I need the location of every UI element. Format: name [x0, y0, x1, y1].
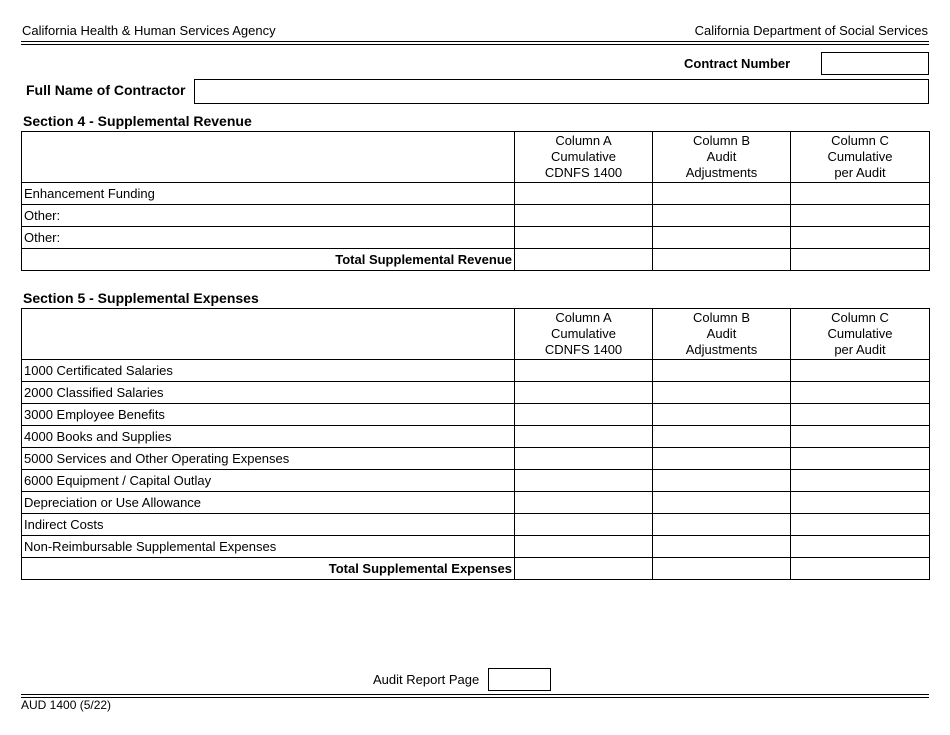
column-a-cell[interactable]	[515, 426, 653, 448]
column-b-cell[interactable]	[653, 404, 791, 426]
row-label: 3000 Employee Benefits	[22, 404, 515, 426]
table-row	[22, 514, 930, 536]
column-b-cell[interactable]	[653, 360, 791, 382]
total-supplemental-expenses-label: Total Supplemental Expenses	[22, 558, 515, 580]
column-b-title: Column B	[692, 133, 751, 148]
row-label: 6000 Equipment / Capital Outlay	[22, 470, 515, 492]
table-row	[22, 205, 930, 227]
total-supplemental-revenue-label: Total Supplemental Revenue	[22, 249, 515, 271]
column-b-cell[interactable]	[653, 470, 791, 492]
column-c-cell[interactable]	[791, 470, 930, 492]
row-label-header	[22, 132, 515, 183]
footer-divider	[21, 697, 929, 698]
column-a-subtitle: Cumulative	[550, 326, 617, 341]
column-b-cell[interactable]	[653, 514, 791, 536]
column-b-header	[653, 309, 791, 360]
table-row	[22, 183, 930, 205]
column-a-cell[interactable]	[515, 360, 653, 382]
column-c-cell[interactable]	[791, 448, 930, 470]
column-a-header	[515, 309, 653, 360]
audit-report-page-field[interactable]	[488, 668, 551, 691]
table-row	[22, 382, 930, 404]
contractor-name-field[interactable]	[194, 79, 929, 104]
table-row	[22, 227, 930, 249]
table-row	[22, 470, 930, 492]
column-b-cell[interactable]	[653, 205, 791, 227]
contractor-name-label: Full Name of Contractor	[26, 82, 186, 98]
department-name: California Department of Social Services	[694, 23, 928, 38]
section4-table	[21, 131, 930, 271]
column-a-source: CDNFS 1400	[544, 342, 623, 357]
column-a-cell[interactable]	[515, 492, 653, 514]
column-a-title: Column A	[555, 133, 612, 148]
column-c-source: per Audit	[834, 165, 886, 180]
row-label: 2000 Classified Salaries	[22, 382, 515, 404]
contract-number-label: Contract Number	[684, 56, 791, 71]
table-row	[22, 492, 930, 514]
column-c-cell[interactable]	[791, 183, 930, 205]
table-header-row	[22, 132, 930, 183]
column-a-cell[interactable]	[515, 382, 653, 404]
column-b-subtitle: Audit	[706, 149, 737, 164]
column-c-cell[interactable]	[791, 227, 930, 249]
column-a-cell[interactable]	[515, 448, 653, 470]
column-a-cell[interactable]	[515, 183, 653, 205]
column-b-cell[interactable]	[653, 227, 791, 249]
column-c-total-cell[interactable]	[791, 558, 930, 580]
column-a-source: CDNFS 1400	[544, 165, 623, 180]
row-label: Indirect Costs	[22, 514, 515, 536]
row-label: Depreciation or Use Allowance	[22, 492, 515, 514]
row-label: 5000 Services and Other Operating Expenses	[22, 448, 515, 470]
row-label: 4000 Books and Supplies	[22, 426, 515, 448]
row-label: Other:	[22, 205, 515, 227]
table-row	[22, 360, 930, 382]
column-c-cell[interactable]	[791, 382, 930, 404]
table-row	[22, 404, 930, 426]
agency-name: California Health & Human Services Agency	[22, 23, 276, 38]
column-a-header	[515, 132, 653, 183]
column-a-total-cell[interactable]	[515, 558, 653, 580]
column-a-cell[interactable]	[515, 205, 653, 227]
contract-number-field[interactable]	[821, 52, 929, 75]
column-c-cell[interactable]	[791, 404, 930, 426]
row-label: Other:	[22, 227, 515, 249]
section4-title: Section 4 - Supplemental Revenue	[23, 113, 252, 129]
column-a-cell[interactable]	[515, 404, 653, 426]
column-b-cell[interactable]	[653, 492, 791, 514]
column-c-cell[interactable]	[791, 492, 930, 514]
table-header-row	[22, 309, 930, 360]
column-a-cell[interactable]	[515, 536, 653, 558]
column-c-cell[interactable]	[791, 536, 930, 558]
column-b-source: Adjustments	[685, 165, 758, 180]
column-c-cell[interactable]	[791, 205, 930, 227]
column-b-subtitle: Audit	[706, 326, 737, 341]
column-a-cell[interactable]	[515, 514, 653, 536]
table-row	[22, 448, 930, 470]
column-c-cell[interactable]	[791, 426, 930, 448]
column-c-total-cell[interactable]	[791, 249, 930, 271]
column-b-source: Adjustments	[685, 342, 758, 357]
header-divider	[21, 41, 929, 42]
column-b-cell[interactable]	[653, 448, 791, 470]
column-b-total-cell[interactable]	[653, 558, 791, 580]
row-label: Enhancement Funding	[22, 183, 515, 205]
column-a-cell[interactable]	[515, 470, 653, 492]
table-row	[22, 536, 930, 558]
column-c-cell[interactable]	[791, 514, 930, 536]
total-row	[22, 558, 930, 580]
column-b-title: Column B	[692, 310, 751, 325]
column-b-cell[interactable]	[653, 426, 791, 448]
column-b-cell[interactable]	[653, 536, 791, 558]
footer-divider	[21, 694, 929, 695]
row-label-header	[22, 309, 515, 360]
form-identifier: AUD 1400 (5/22)	[21, 698, 112, 712]
section5-title: Section 5 - Supplemental Expenses	[23, 290, 259, 306]
column-a-cell[interactable]	[515, 227, 653, 249]
total-row	[22, 249, 930, 271]
column-c-subtitle: Cumulative	[827, 149, 893, 164]
row-label: 1000 Certificated Salaries	[22, 360, 515, 382]
column-c-cell[interactable]	[791, 360, 930, 382]
column-c-header	[791, 309, 930, 360]
column-b-total-cell[interactable]	[653, 249, 791, 271]
row-label: Non-Reimbursable Supplemental Expenses	[22, 536, 515, 558]
section5-table	[21, 308, 930, 580]
audit-report-page-label: Audit Report Page	[373, 672, 480, 687]
column-c-title: Column C	[831, 133, 889, 148]
column-a-title: Column A	[555, 310, 612, 325]
column-b-cell[interactable]	[653, 183, 791, 205]
column-b-header	[653, 132, 791, 183]
column-a-subtitle: Cumulative	[550, 149, 617, 164]
table-row	[22, 426, 930, 448]
column-c-subtitle: Cumulative	[827, 326, 893, 341]
column-a-total-cell[interactable]	[515, 249, 653, 271]
column-b-cell[interactable]	[653, 382, 791, 404]
column-c-header	[791, 132, 930, 183]
column-c-title: Column C	[831, 310, 889, 325]
header-divider	[21, 44, 929, 45]
column-c-source: per Audit	[834, 342, 886, 357]
